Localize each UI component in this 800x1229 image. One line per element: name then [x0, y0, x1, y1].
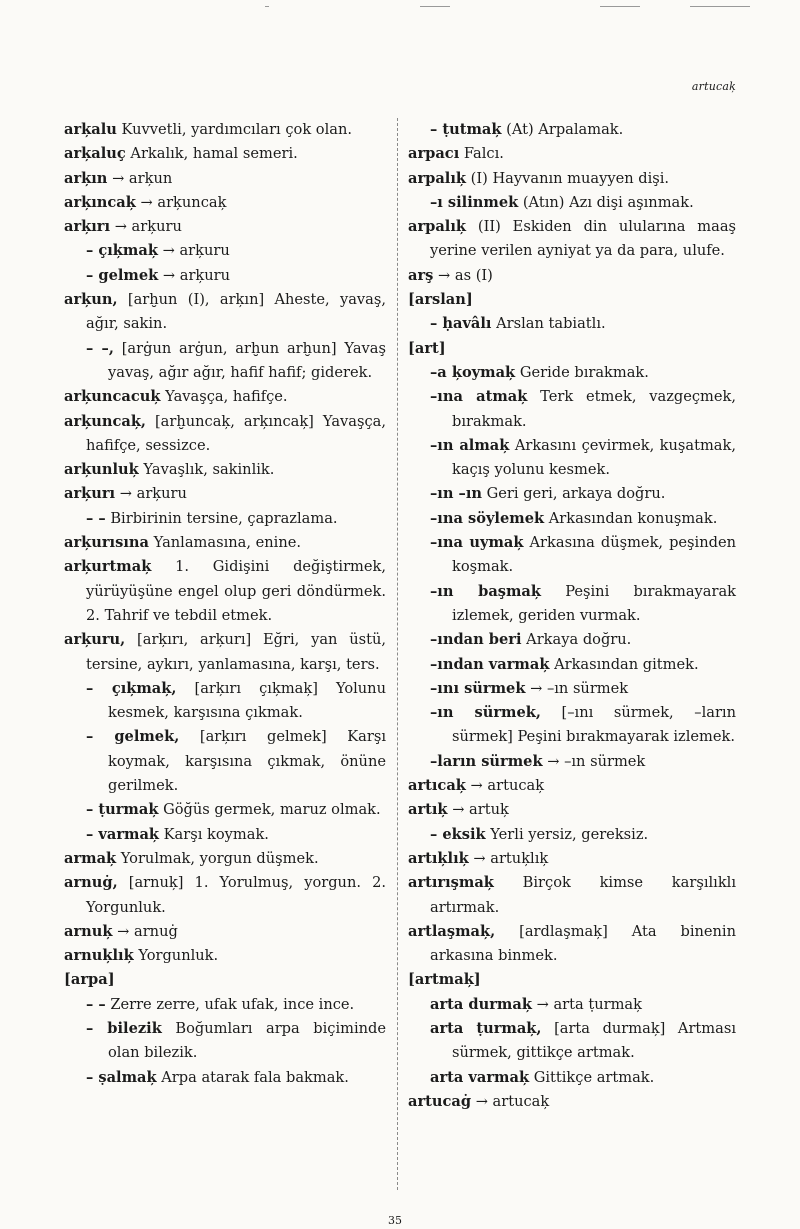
entry-headword: – –	[86, 509, 106, 527]
entry-definition: → arķuru	[119, 485, 187, 503]
entry-definition: Gittikçe artmak.	[533, 1068, 655, 1086]
entry-definition: Kuvvetli, yardımcıları çok olan.	[121, 121, 352, 138]
dictionary-entry	[64, 142, 386, 166]
entry-headword: arpalıķ	[408, 218, 467, 236]
entry-headword: arķaluç	[64, 145, 126, 163]
entry-definition: Terk etmek, vazgeçmek, bırakmak.	[452, 388, 736, 430]
entry-definition: Arkaya doğru.	[526, 631, 632, 649]
entry-definition: → arķuncaķ	[140, 193, 227, 211]
entry-headword: – çıķmaķ	[86, 242, 158, 260]
left-column	[64, 118, 386, 1090]
entry-headword: [art]	[408, 339, 446, 357]
entry-definition: Geride bırakmak.	[519, 363, 649, 381]
entry-headword: arķuru,	[64, 631, 126, 649]
entry-headword: arpacı	[408, 145, 460, 163]
entry-definition: [arḫun (I), arķın] Aheste, yavaş, ağır, sakin.	[86, 291, 387, 333]
entry-definition: Peşini bırakmayarak izlemek, geriden vurmak.	[452, 582, 736, 624]
dictionary-entry	[64, 191, 386, 215]
entry-definition: Arkasından konuşmak.	[548, 509, 718, 527]
dictionary-entry	[64, 337, 386, 386]
dictionary-entry	[64, 215, 386, 239]
entry-headword: – varmaķ	[86, 825, 160, 843]
entry-headword: [arslan]	[408, 291, 473, 309]
entry-definition: [arķırı gelmek] Karşı koymak, karşısına çıkmak, önüne gerilmek.	[108, 728, 386, 795]
entry-headword: –ların sürmek	[430, 752, 543, 770]
entry-definition: [ardlaşmaķ] Ata binenin arkasına binmek.	[430, 922, 736, 965]
dictionary-entry	[408, 993, 736, 1017]
entry-headword: arķalu	[64, 121, 117, 138]
scan-speck	[600, 6, 640, 7]
entry-headword: arķun,	[64, 291, 118, 309]
entry-headword: arķuncaķ,	[64, 412, 147, 430]
entry-headword: arķurısına	[64, 534, 149, 552]
entry-definition: (II) Eskiden din ulularına maaş yerine verilen ayniyat ya da para, ulufe.	[430, 218, 737, 260]
dictionary-entry	[408, 312, 736, 336]
dictionary-entry	[408, 1017, 736, 1066]
entry-definition: Arkalık, hamal semeri.	[130, 145, 298, 163]
entry-definition: → –ın sürmek	[530, 679, 629, 697]
dictionary-entry	[64, 264, 386, 288]
guide-word: artucaķ	[691, 80, 736, 93]
dictionary-entry	[64, 677, 386, 726]
entry-headword: arş	[408, 266, 434, 284]
dictionary-entry	[64, 555, 386, 628]
dictionary-entry	[408, 507, 736, 531]
entry-definition: Geri geri, arkaya doğru.	[486, 485, 666, 503]
entry-definition: [arķırı çıķmaķ] Yolunu kesmek, karşısına çıkmak.	[108, 679, 386, 722]
entry-definition: Arpa atarak fala bakmak.	[161, 1068, 349, 1086]
entry-definition: Falcı.	[463, 145, 504, 163]
entry-definition: → arķun	[112, 169, 173, 187]
right-column	[408, 118, 736, 1114]
entry-definition: → –ın sürmek	[547, 752, 646, 770]
entry-headword: –ın –ın	[430, 485, 482, 503]
entry-definition: [arnuķ] 1. Yorulmuş, yorgun. 2. Yorgunluk.	[86, 874, 386, 916]
entry-headword: – ṭurmaķ	[86, 801, 159, 819]
entry-headword: – ṣalmaķ	[86, 1068, 157, 1086]
scan-speck	[265, 6, 269, 7]
dictionary-entry	[64, 531, 386, 555]
entry-definition: → arķuru	[114, 218, 182, 236]
entry-headword: –ın başmaķ	[430, 582, 541, 600]
entry-headword: –ı silinmek	[430, 193, 519, 211]
dictionary-entry	[64, 118, 386, 142]
entry-definition: Arkasına düşmek, peşinden koşmak.	[452, 534, 736, 576]
entry-headword: – eksik	[430, 825, 486, 843]
entry-headword: arta varmaķ	[430, 1068, 530, 1086]
entry-headword: –ın almaķ	[430, 436, 510, 454]
entry-definition: 1. Gidişini değiştirmek, yürüyüşüne engel olup geri döndürmek. 2. Tahrif ve tebdil etmek.	[86, 558, 387, 624]
entry-headword: –ına uymaķ	[430, 534, 524, 552]
dictionary-entry	[408, 191, 736, 215]
dictionary-entry	[408, 847, 736, 871]
entry-definition: Yerli yersiz, gereksiz.	[490, 825, 649, 843]
entry-headword: arpalıķ	[408, 169, 467, 187]
entry-definition: [arġun arġun, arḫun arḫun] Yavaş yavaş, ağır ağır, hafif hafif; giderek.	[108, 339, 386, 381]
entry-headword: arnuķlıķ	[64, 947, 134, 965]
entry-definition: → arnuġ	[117, 922, 178, 940]
entry-headword: – gelmek	[86, 266, 159, 284]
entry-definition: [–ını sürmek, –ların sürmek] Peşini bırakmayarak izlemek.	[452, 704, 737, 746]
dictionary-entry	[64, 1017, 386, 1066]
dictionary-entry	[408, 531, 736, 580]
dictionary-entry	[64, 1066, 386, 1090]
dictionary-entry	[408, 264, 736, 288]
entry-headword: arnuġ,	[64, 874, 118, 892]
dictionary-entry	[64, 628, 386, 677]
entry-headword: –a ķoymaķ	[430, 363, 516, 381]
entry-definition: Arslan tabiatlı.	[496, 315, 606, 333]
entry-definition: Arkasını çevirmek, kuşatmak, kaçış yolunu kesmek.	[452, 436, 736, 479]
scan-speck	[690, 6, 750, 7]
entry-headword: arķuncacuķ	[64, 388, 161, 406]
dictionary-entry	[408, 628, 736, 652]
dictionary-entry	[408, 968, 736, 992]
entry-definition: Birçok kimse karşılıklı artırmak.	[430, 874, 736, 916]
dictionary-entry	[64, 920, 386, 944]
dictionary-entry	[64, 167, 386, 191]
entry-headword: [arpa]	[64, 971, 115, 989]
dictionary-entry	[408, 774, 736, 798]
dictionary-entry	[64, 725, 386, 798]
dictionary-entry	[64, 458, 386, 482]
entry-definition: [arķırı, arķurı] Eğri, yan üstü, tersine, aykırı, yanlamasına, karşı, ters.	[86, 631, 387, 673]
entry-definition: → arķuru	[162, 242, 230, 260]
entry-definition: Karşı koymak.	[163, 825, 269, 843]
entry-headword: –ına atmaķ	[430, 388, 528, 406]
entry-headword: arta durmaķ	[430, 995, 532, 1013]
entry-headword: armaķ	[64, 849, 117, 867]
dictionary-entry	[64, 798, 386, 822]
dictionary-entry	[64, 385, 386, 409]
entry-headword: artırışmaķ	[408, 874, 494, 892]
entry-definition: [arta durmaķ] Artması sürmek, gittikçe artmak.	[452, 1019, 736, 1062]
dictionary-entry	[408, 361, 736, 385]
entry-definition: → arķuru	[162, 266, 231, 284]
dictionary-entry	[64, 968, 386, 992]
dictionary-entry	[408, 142, 736, 166]
entry-definition: Göğüs germek, maruz olmak.	[163, 801, 381, 819]
entry-headword: – gelmek,	[86, 728, 180, 746]
dictionary-entry	[408, 167, 736, 191]
dictionary-entry	[408, 677, 736, 701]
entry-headword: arķurı	[64, 485, 116, 503]
entry-headword: artucaġ	[408, 1092, 472, 1110]
dictionary-entry	[64, 410, 386, 459]
entry-headword: artıcaķ	[408, 777, 466, 795]
dictionary-entry	[408, 482, 736, 506]
dictionary-entry	[408, 798, 736, 822]
entry-definition: Yavaşlık, sakinlik.	[143, 461, 275, 479]
dictionary-entry	[408, 337, 736, 361]
column-divider	[397, 118, 398, 1190]
dictionary-entry	[64, 993, 386, 1017]
entry-headword: [artmaķ]	[408, 971, 481, 989]
scan-speck	[420, 6, 450, 7]
entry-headword: artıķlıķ	[408, 849, 469, 867]
dictionary-entry	[64, 507, 386, 531]
entry-headword: –ından varmaķ	[430, 655, 550, 673]
entry-definition: → as (I)	[438, 266, 493, 284]
entry-headword: –ına söylemek	[430, 509, 545, 527]
entry-definition: Yanlamasına, enine.	[153, 534, 301, 552]
entry-headword: artlaşmaķ,	[408, 922, 496, 940]
entry-definition: (Atın) Azı dişi aşınmak.	[522, 193, 694, 211]
entry-definition: Yorgunluk.	[138, 947, 219, 965]
entry-headword: arķırı	[64, 218, 111, 236]
entry-headword: – ṭutmaķ	[430, 121, 502, 138]
entry-headword: arķurtmaķ	[64, 558, 152, 576]
entry-definition: Boğumları arpa biçiminde olan bilezik.	[108, 1019, 386, 1062]
entry-definition: → arta ṭurmaķ	[536, 995, 642, 1013]
entry-definition: → artuķ	[452, 801, 509, 819]
dictionary-entry	[64, 847, 386, 871]
entry-definition: Zerre zerre, ufak ufak, ince ince.	[110, 995, 355, 1013]
dictionary-entry	[408, 434, 736, 483]
entry-definition: (At) Arpalamak.	[506, 121, 624, 138]
dictionary-entry	[408, 871, 736, 920]
dictionary-entry	[64, 871, 386, 920]
entry-headword: –ını sürmek	[430, 679, 526, 697]
dictionary-entry	[408, 385, 736, 434]
dictionary-entry	[408, 750, 736, 774]
dictionary-entry	[64, 288, 386, 337]
entry-headword: arta ṭurmaķ,	[430, 1019, 542, 1037]
dictionary-entry	[408, 288, 736, 312]
dictionary-entry	[64, 239, 386, 263]
entry-headword: arķın	[64, 169, 108, 187]
dictionary-entry	[64, 823, 386, 847]
entry-headword: – –,	[86, 339, 114, 357]
dictionary-entry	[408, 1066, 736, 1090]
entry-definition: → artucaķ	[470, 777, 545, 795]
dictionary-entry	[408, 823, 736, 847]
entry-definition: Yavaşça, hafifçe.	[165, 388, 288, 406]
dictionary-entry	[64, 482, 386, 506]
entry-definition: Birbirinin tersine, çaprazlama.	[110, 509, 338, 527]
entry-headword: – –	[86, 995, 106, 1013]
dictionary-entry	[408, 215, 736, 264]
page-number: 35	[388, 1214, 402, 1227]
entry-headword: arnuķ	[64, 922, 113, 940]
dictionary-entry	[408, 1090, 736, 1114]
entry-definition: (I) Hayvanın muayyen dişi.	[470, 169, 670, 187]
entry-definition: → artucaķ	[475, 1092, 550, 1110]
dictionary-entry	[408, 701, 736, 750]
entry-headword: artıķ	[408, 801, 448, 819]
entry-headword: – ḥavâlı	[430, 315, 492, 333]
entry-headword: –ın sürmek,	[430, 704, 541, 722]
entry-headword: –ından beri	[430, 631, 522, 649]
entry-headword: arķıncaķ	[64, 193, 136, 211]
entry-definition: Arkasından gitmek.	[554, 655, 699, 673]
entry-definition: [arḫuncaķ, arķıncaķ] Yavaşça, hafifçe, sessizce.	[86, 412, 386, 454]
entry-headword: – bilezik	[86, 1019, 162, 1037]
entry-headword: – çıķmaķ,	[86, 679, 177, 697]
dictionary-entry	[408, 920, 736, 969]
dictionary-entry	[408, 653, 736, 677]
dictionary-entry	[408, 580, 736, 629]
entry-headword: arķunluķ	[64, 461, 139, 479]
entry-definition: → artuķlıķ	[473, 849, 549, 867]
entry-definition: Yorulmak, yorgun düşmek.	[120, 849, 319, 867]
dictionary-entry	[64, 944, 386, 968]
dictionary-entry	[408, 118, 736, 142]
